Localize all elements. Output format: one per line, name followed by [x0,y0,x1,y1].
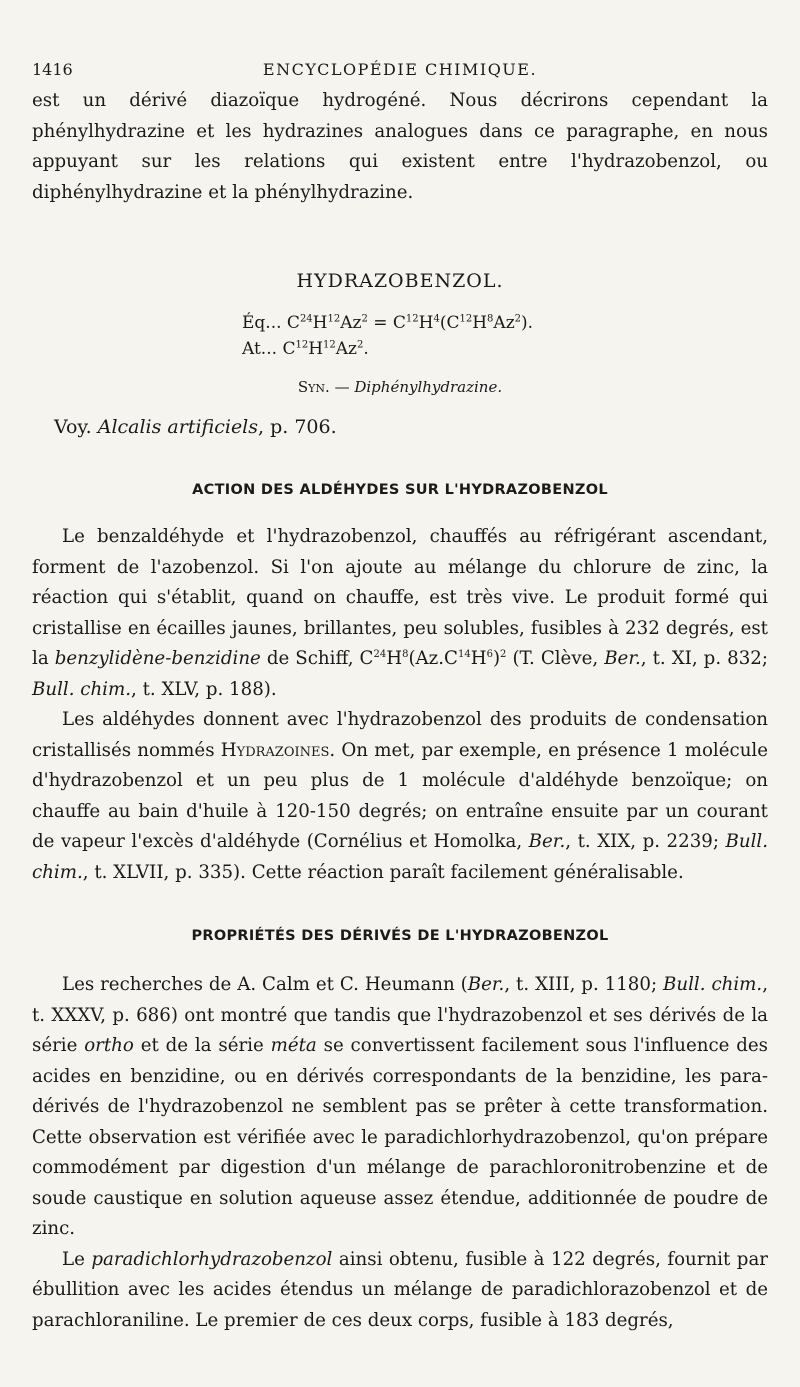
citation-journal: Ber. [604,648,641,669]
at-label: At... [242,339,278,359]
text: (T. Clève, [506,648,605,669]
text: Le [62,1248,92,1270]
italic-term: paradichlorhydrazobenzol [91,1248,333,1270]
text: Les recherches de A. Calm et C. Heumann ( [62,974,468,995]
text: , t. XLVII, p. 335). Cette réaction paraît facilement généralisable. [82,861,684,883]
syn-label: Syn. [297,378,330,396]
voy-label: Voy. [54,416,98,438]
formula-text: Az [335,339,357,359]
formula-sup: 4 [433,313,440,325]
synonym-line [32,378,768,396]
formula-sup: 12 [327,313,341,325]
formula-sup: 2 [361,313,368,325]
citation-journal: Ber. [528,831,566,852]
formula-sup: 12 [323,339,336,351]
text: H [386,648,403,669]
section-heading-properties: PROPRIÉTÉS DES DÉRIVÉS DE L'HYDRAZOBENZOL [191,928,609,944]
formula-sup: 2 [356,339,364,351]
text: ) [492,648,501,669]
paragraph-benzaldehyde [32,522,768,705]
article-title: HYDRAZOBENZOL. [296,270,504,292]
formula-text: H [418,313,434,333]
text: Le benzaldéhyde et l'hydrazobenzol, chauffés au réfrigérant ascendant, forment de l'azobenzol. Si l'on ajoute au mélange du chlorure de zinc, la réaction qui s'établit, quand on chauffe, est très vive. Le produit formé qui cristallise en écailles jaunes, brillantes, peu solubles, fusibles à 232 degrés, est la [32,526,768,669]
formula-sup: 14 [457,648,471,660]
italic-term: méta [270,1035,317,1056]
voy-ref: Alcalis artificiels [97,416,259,438]
syn-dash: — [329,378,355,396]
formula-sup: 2 [500,648,507,660]
formula-sup: 6 [486,648,493,660]
formula-at [242,336,768,362]
eq-label: Éq... [242,313,282,333]
voy-page: , p. 706. [258,416,337,438]
formula-text: . [363,339,369,359]
text: , t. XXXV, p. 686) ont montré que tandis que l'hydrazobenzol et ses dérivés de la série [32,974,768,1056]
text: Les aldéhydes donnent avec l'hydrazobenzol des produits de condensation cristallisés nommés [32,709,768,761]
formula-sup: 2 [514,313,522,325]
citation-journal: Ber. [467,974,505,995]
cross-reference [54,416,768,438]
italic-term: ortho [84,1035,134,1056]
text: et de la série [133,1035,271,1056]
page [32,56,768,1336]
formula-eq [242,310,768,336]
formula-text: H [308,339,324,359]
formula-text: C [286,313,300,333]
formula-text: = C [367,313,406,333]
formula-sup: 24 [299,313,313,325]
syn-value: Diphénylhydrazine. [354,378,503,396]
formula-sup: 12 [459,313,473,325]
text: (Az.C [408,648,458,669]
formula-text: (C [439,313,460,333]
paragraph-paradichlor [32,1245,768,1337]
formula-text: C [282,339,296,359]
text: ainsi obtenu, fusible à 122 degrés, fournit par ébullition avec les acides étendus un mélange de paradichlorazobenzol et de parachloraniline. Le premier de ces deux corps, fusible à 183 degrés, [32,1248,768,1331]
formula-text: H [312,313,328,333]
formula-sup: 12 [405,313,419,325]
text: , t. XIX, p. 2239; [565,831,726,852]
text: de Schiff, C [260,648,374,669]
smallcaps-term: Hydrazoines [220,739,330,761]
formula-sup: 12 [295,339,309,351]
intro-paragraph: est un dérivé diazoïque hydrogéné. Nous décrirons cependant la phénylhydrazine et les hydrazines analogues dans ce paragraphe, en nous appuyant sur les relations qui existent entre l'hydrazobenzol, ou diphénylhydrazine et la phénylhydrazine. [32,90,768,203]
citation-journal: Bull. chim. [663,974,763,995]
formula-sup: 8 [402,648,409,660]
formula-text: Az [340,313,362,333]
formula-text: ). [521,313,534,333]
running-title: ENCYCLOPÉDIE CHIMIQUE. [262,60,538,79]
paragraph-calm-heumann [32,970,768,1245]
text: . On met, par exemple, en présence 1 molécule d'hydrazobenzol et un peu plus de 1 molécule d'aldéhyde benzoïque; on chauffe au bain d'huile à 120-150 degrés; on entraîne ensuite par un courant de vapeur l'excès d'aldéhyde (Cornélius et Homolka, [32,739,768,852]
citation-journal: Bull. chim. [32,831,768,883]
formula-text: Az [493,313,515,333]
page-number: 1416 [32,60,73,79]
text: H [470,648,487,669]
text: se convertissent facilement sous l'influence des acides en benzidine, ou en dérivés correspondants de la benzidine, les para-dérivés de l'hydrazobenzol ne semblent pas se prêter à cette transformation. Cette observation est vérifiée avec le paradichlorhydrazobenzol, qu'on prépare commodément par digestion d'un mélange de parachloronitrobenzine et de soude caustique en solution aqueuse assez étendue, additionnée de poudre de zinc. [32,1035,768,1239]
text: , t. XIII, p. 1180; [504,974,664,995]
citation-journal: Bull. chim. [32,678,132,700]
formula-sup: 8 [487,313,494,325]
text: , t. XLV, p. 188). [131,678,277,700]
formula-text: H [472,313,488,333]
paragraph-hydrazoines [32,705,768,888]
text: , t. XI, p. 832; [640,648,768,669]
formula-sup: 24 [373,648,387,660]
page-header [32,56,768,86]
italic-term: benzylidène-benzidine [54,648,261,669]
section-heading-aldehydes: ACTION DES ALDÉHYDES SUR L'HYDRAZOBENZOL [192,482,608,498]
